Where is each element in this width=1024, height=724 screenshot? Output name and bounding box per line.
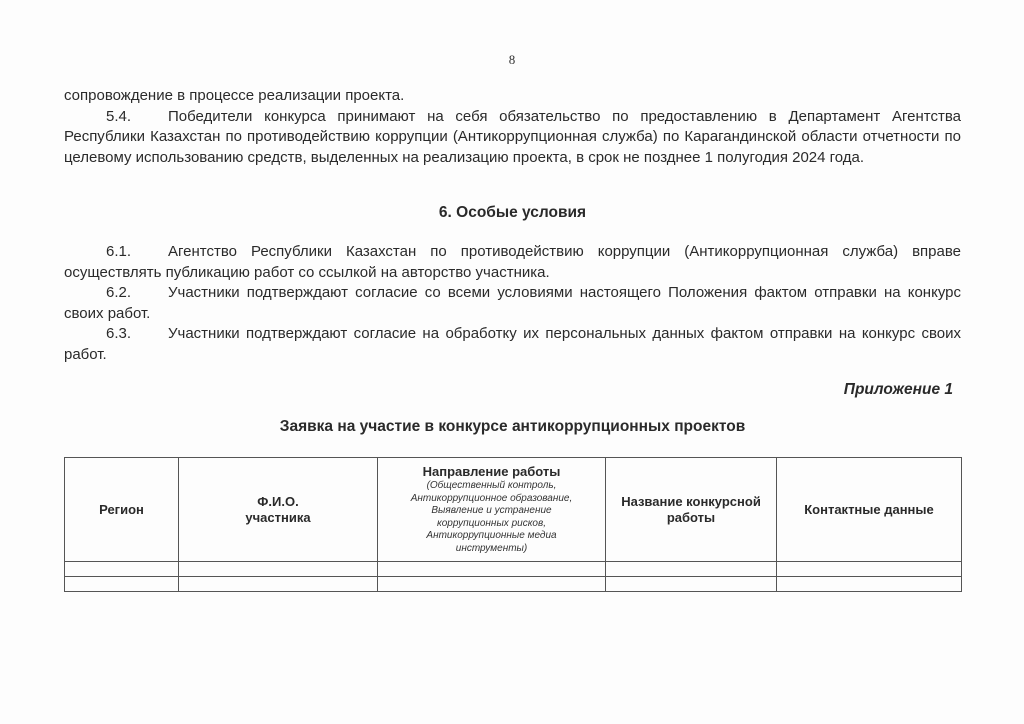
section-6-items [64,242,961,365]
table-cell[interactable] [378,577,606,592]
appendix-label: Приложение 1 [843,381,953,398]
application-table-wrap [64,457,961,592]
table-cell[interactable] [179,577,378,592]
item-number: 5.4. [106,107,132,125]
paragraph-6-2 [64,283,961,324]
item-text: Победители конкурса принимают на себя обязательство по предоставлению в Департамент Агентства Республики Казахстан по противодействию коррупции (Антикоррупционная служба) по Карагандинской области отчетности по целевому использованию средств, выделенных на реализацию проекта, в срок не позднее 1 полугодия 2024 года. [64,107,961,166]
paragraph-6-1 [64,242,961,283]
item-number: 6.1. [106,243,132,260]
table-cell[interactable] [606,577,777,592]
item-text: Агентство Республики Казахстан по противодействию коррупции (Антикоррупционная служба) вправе осуществлять публикацию работ со ссылкой на авторство участника. [64,243,961,281]
header-contact-data: Контактные данные [777,458,962,562]
paragraph-6-3 [64,324,961,365]
section-6 [64,204,961,222]
appendix-label-wrap [64,381,961,399]
table-row [65,577,962,592]
paragraph-5-4 [64,107,961,169]
table-row [65,562,962,577]
table-cell[interactable] [378,562,606,577]
header-full-name: Ф.И.О. участника [179,458,378,562]
table-cell[interactable] [65,577,179,592]
header-work-direction: Направление работы (Общественный контроль, Антикоррупционное образование, Выявление и устранение коррупционных рисков, Антикоррупционные медиа инструменты) [378,458,606,562]
page-number: 8 [508,52,516,67]
form-title-wrap [64,418,961,436]
table-cell[interactable] [777,562,962,577]
table-cell[interactable] [179,562,378,577]
item-text: Участники подтверждают согласие со всеми условиями настоящего Положения фактом отправки на конкурс своих работ. [64,284,961,322]
section-5-continuation [64,86,961,168]
paragraph-continuation: сопровождение в процессе реализации проекта. [64,87,405,104]
item-number: 6.2. [106,284,132,301]
table-header-row [65,458,962,562]
section-title: 6. Особые условия [438,204,587,221]
form-title: Заявка на участие в конкурсе антикоррупционных проектов [279,418,746,435]
item-text: Участники подтверждают согласие на обработку их персональных данных фактом отправки на конкурс своих работ. [64,325,961,363]
item-number: 6.3. [106,325,132,342]
header-work-title: Название конкурсной работы [606,458,777,562]
header-region: Регион [65,458,179,562]
table-cell[interactable] [65,562,179,577]
table-cell[interactable] [777,577,962,592]
table-cell[interactable] [606,562,777,577]
application-table [64,457,962,592]
